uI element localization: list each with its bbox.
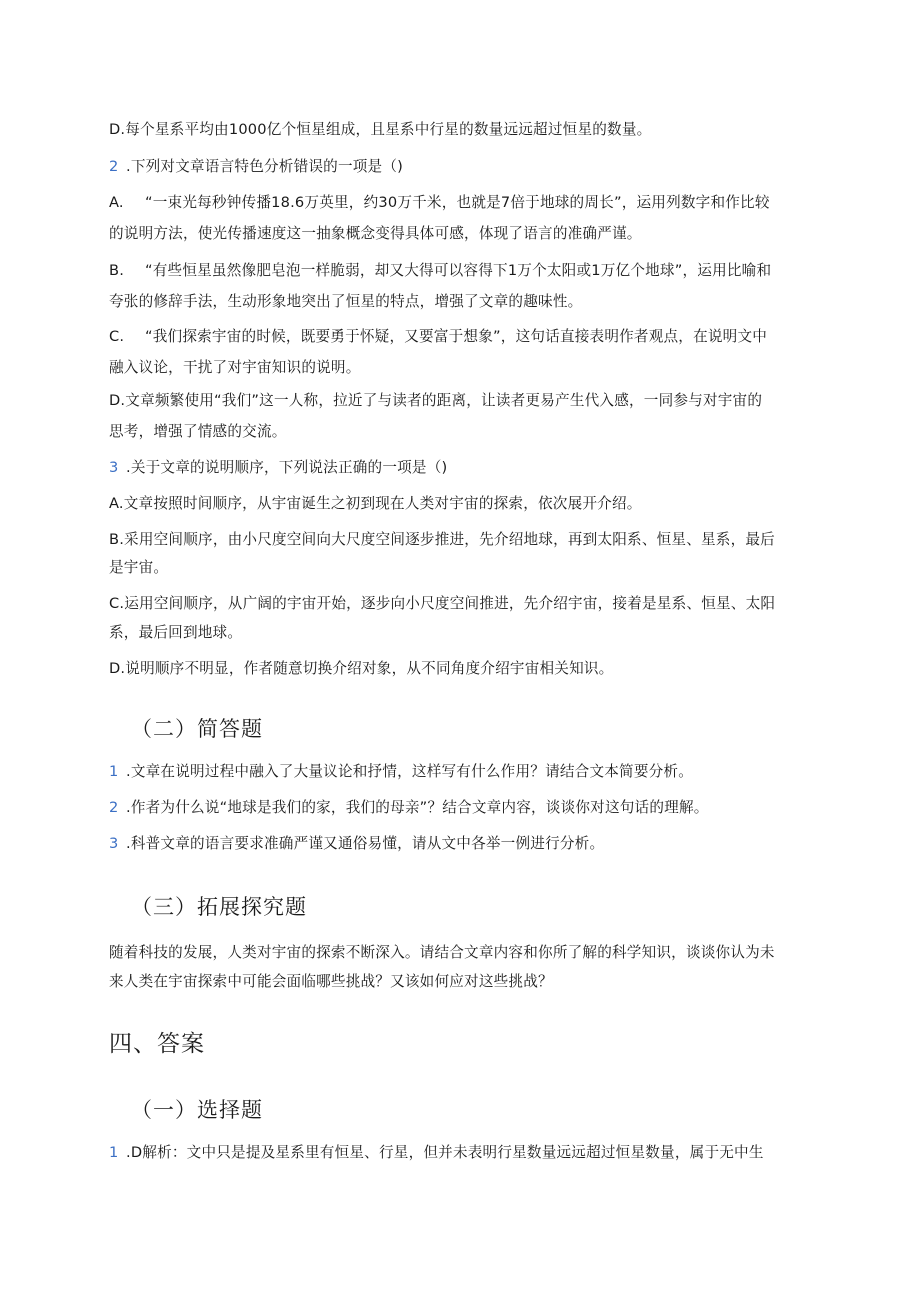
q2-option-b-letter: B. bbox=[109, 262, 125, 279]
q2-stem bbox=[109, 150, 809, 183]
answer-1-number: 1 bbox=[109, 1144, 119, 1161]
q3-option-b: B.采用空间顺序，由小尺度空间向大尺度空间逐步推进，先介绍地球，再到太阳系、恒星、星系，最后 bbox=[109, 531, 775, 548]
section4-subtitle: （一）选择题 bbox=[131, 1098, 263, 1122]
section2-title: （二）简答题 bbox=[131, 717, 263, 741]
section2-item-2-number: 2 bbox=[109, 799, 119, 816]
section3-text: 随着科技的发展，人类对宇宙的探索不断深入。请结合文章内容和你所了解的科学知识，谈谈你认为未 bbox=[109, 944, 775, 961]
section2-item-1 bbox=[109, 755, 809, 788]
q2-option-b-cont: 夸张的修辞手法，生动形象地突出了恒星的特点，增强了文章的趣味性。 bbox=[109, 293, 583, 310]
section3-text-cont: 来人类在宇宙探索中可能会面临哪些挑战？又该如何应对这些挑战？ bbox=[109, 973, 553, 990]
q1-option-d: D.每个星系平均由1000亿个恒星组成，且星系中行星的数量远远超过恒星的数量。 bbox=[109, 121, 652, 138]
q2-option-c-cont: 融入议论，干扰了对宇宙知识的说明。 bbox=[109, 359, 361, 376]
q3-option-d: D.说明顺序不明显，作者随意切换介绍对象，从不同角度介绍宇宙相关知识。 bbox=[109, 660, 614, 677]
section4-title: 四、答案 bbox=[109, 1031, 205, 1057]
q2-option-b-text: “有些恒星虽然像肥皂泡一样脆弱，却又大得可以容得下1万个太阳或1万亿个地球”，运用比喻和 bbox=[145, 262, 772, 279]
section3-title: （三）拓展探究题 bbox=[131, 895, 307, 919]
q2-option-b bbox=[109, 254, 809, 287]
section2-item-3 bbox=[109, 827, 809, 860]
answer-1-text: .D解析：文中只是提及星系里有恒星、行星，但并未表明行星数量远远超过恒星数量，属于无中生 bbox=[126, 1144, 764, 1161]
q3-option-c-cont: 系，最后回到地球。 bbox=[109, 624, 243, 641]
q2-option-a-letter: A. bbox=[109, 194, 124, 211]
section2-item-3-text: .科普文章的语言要求准确严谨又通俗易懂，请从文中各举一例进行分析。 bbox=[126, 835, 605, 852]
section2-item-2-text: .作者为什么说“地球是我们的家，我们的母亲”？结合文章内容，谈谈你对这句话的理解。 bbox=[126, 799, 709, 816]
section2-item-1-number: 1 bbox=[109, 763, 119, 780]
q2-option-c-letter: C. bbox=[109, 328, 125, 345]
q2-option-c-text: “我们探索宇宙的时候，既要勇于怀疑，又要富于想象”，这句话直接表明作者观点，在说明文中 bbox=[145, 328, 768, 345]
q2-option-d-cont: 思考，增强了情感的交流。 bbox=[109, 423, 287, 440]
q3-number: 3 bbox=[109, 459, 119, 476]
q2-option-a-text: “一束光每秒钟传播18.6万英里，约30万千米，也就是7倍于地球的周长”，运用列数字和作比较 bbox=[145, 194, 770, 211]
q2-stem-text: .下列对文章语言特色分析错误的一项是（) bbox=[126, 158, 404, 175]
q3-stem-text: .关于文章的说明顺序，下列说法正确的一项是（) bbox=[126, 459, 448, 476]
q2-option-d: D.文章频繁使用“我们”这一人称，拉近了与读者的距离，让读者更易产生代入感，一同参与对宇宙的 bbox=[109, 392, 763, 409]
section2-item-3-number: 3 bbox=[109, 835, 119, 852]
q3-option-b-cont: 是宇宙。 bbox=[109, 559, 169, 576]
q3-stem bbox=[109, 451, 809, 484]
q2-option-a bbox=[109, 186, 809, 219]
q2-number: 2 bbox=[109, 158, 119, 175]
answer-1 bbox=[109, 1136, 809, 1169]
q2-option-c bbox=[109, 320, 809, 353]
section2-item-1-text: .文章在说明过程中融入了大量议论和抒情，这样写有什么作用？请结合文本简要分析。 bbox=[126, 763, 694, 780]
section2-item-2 bbox=[109, 791, 809, 824]
q3-option-a: A.文章按照时间顺序，从宇宙诞生之初到现在人类对宇宙的探索，依次展开介绍。 bbox=[109, 495, 642, 512]
q2-option-a-cont: 的说明方法，使光传播速度这一抽象概念变得具体可感，体现了语言的准确严谨。 bbox=[109, 225, 642, 242]
q3-option-c: C.运用空间顺序，从广阔的宇宙开始，逐步向小尺度空间推进，先介绍宇宙，接着是星系、恒星、太阳 bbox=[109, 595, 776, 612]
